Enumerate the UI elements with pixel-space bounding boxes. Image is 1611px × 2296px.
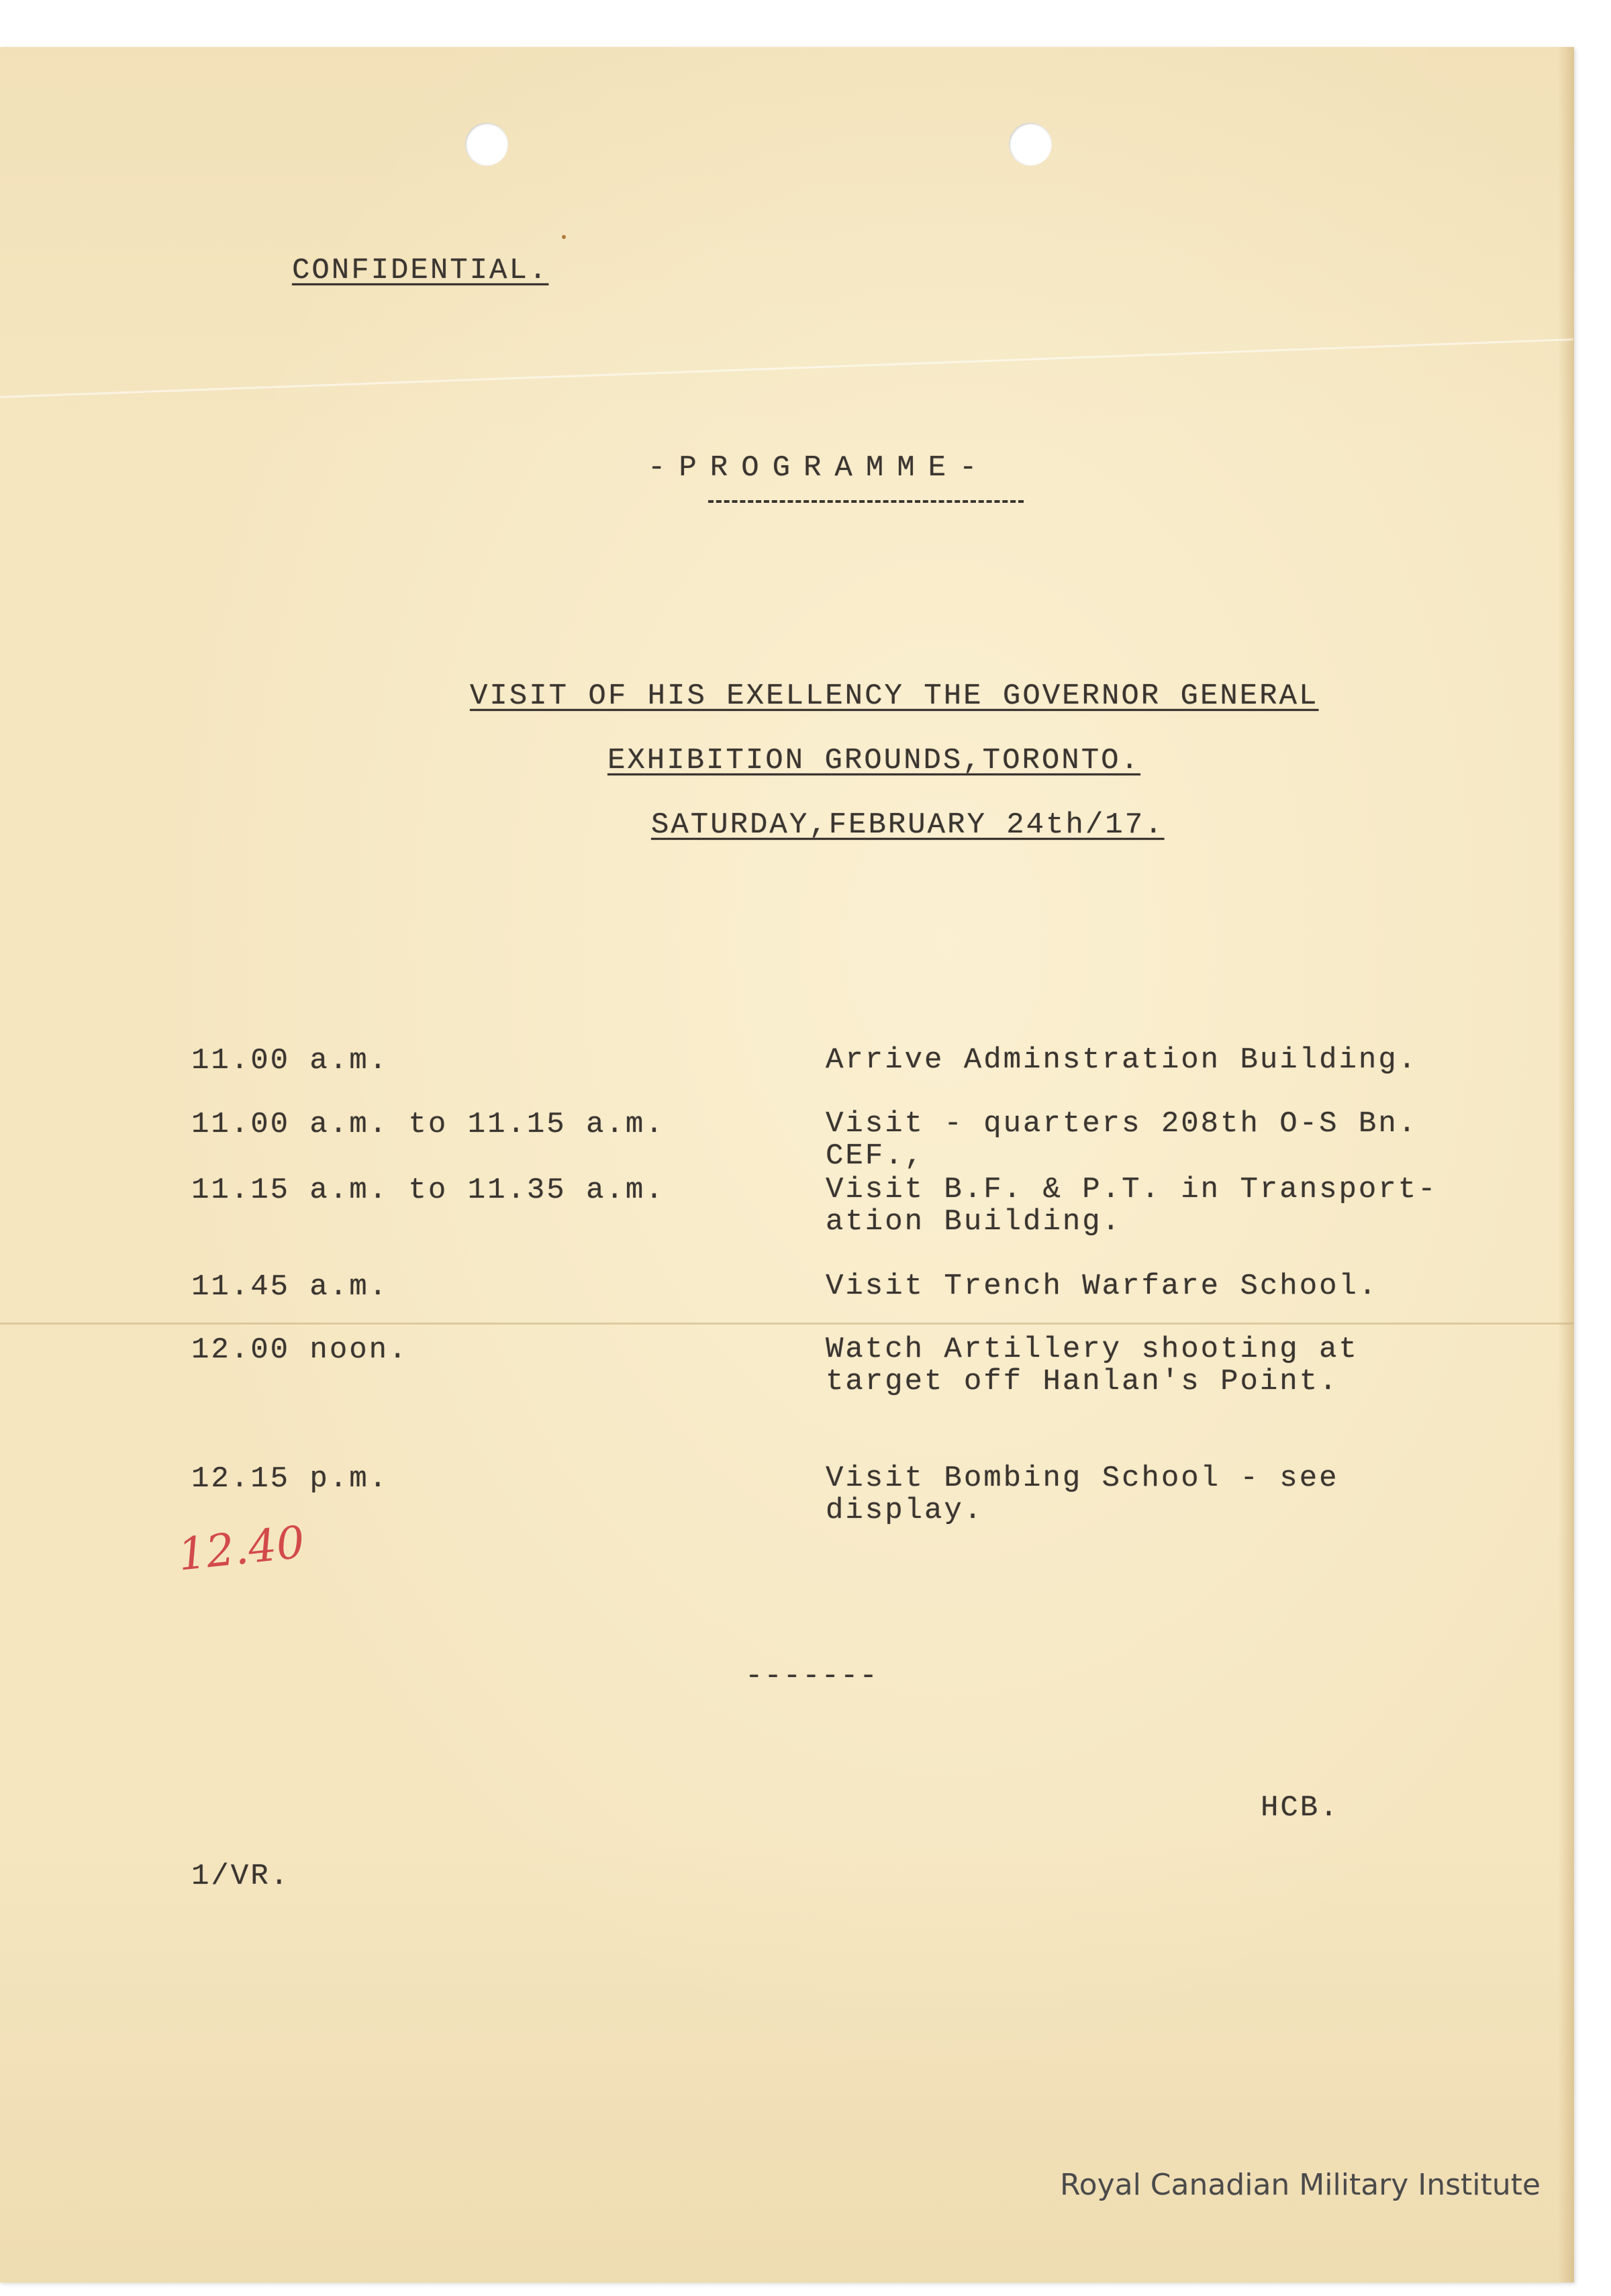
title-line-3: SATURDAY,FEBRUARY 24th/17. [651,808,1165,842]
schedule-event: Visit Bombing School - see display. [826,1462,1339,1527]
schedule-time: 11.45 a.m. [191,1270,389,1304]
reference-code: 1/VR. [191,1860,291,1893]
schedule-event: Arrive Adminstration Building. [826,1043,1418,1077]
fold-line [0,1323,1574,1325]
paper-crease [0,338,1573,398]
classification-label: CONFIDENTIAL. [292,254,549,287]
punch-hole-left [465,123,508,166]
initials: HCB. [1261,1791,1340,1825]
schedule-event: Watch Artillery shooting at target off Hanlan's Point. [826,1333,1359,1398]
schedule-event: Visit B.F. & P.T. in Transport- ation Building. [826,1173,1438,1239]
schedule-time: 11.15 a.m. to 11.35 a.m. [191,1174,665,1207]
paper-edge [1558,47,1574,2283]
closing-rule: ------- [745,1660,879,1693]
title-line-2: EXHIBITION GROUNDS,TORONTO. [607,744,1140,777]
ink-spot [562,235,566,239]
watermark: Royal Canadian Military Institute [1060,2168,1541,2202]
schedule-event: Visit Trench Warfare School. [826,1270,1379,1303]
schedule-time: 11.00 a.m. [191,1044,389,1078]
schedule-time: 12.15 p.m. [191,1462,389,1496]
handwritten-note: 12.40 [175,1516,307,1581]
programme-heading: -PROGRAMME- [648,451,991,485]
schedule-time: 11.00 a.m. to 11.15 a.m. [191,1108,665,1141]
punch-hole-right [1009,123,1052,166]
heading-rule [708,500,1024,503]
schedule-time: 12.00 noon. [191,1333,409,1367]
title-line-1: VISIT OF HIS EXELLENCY THE GOVERNOR GENERAL [470,679,1319,713]
schedule-event: Visit - quarters 208th O-S Bn. CEF., [826,1107,1418,1173]
